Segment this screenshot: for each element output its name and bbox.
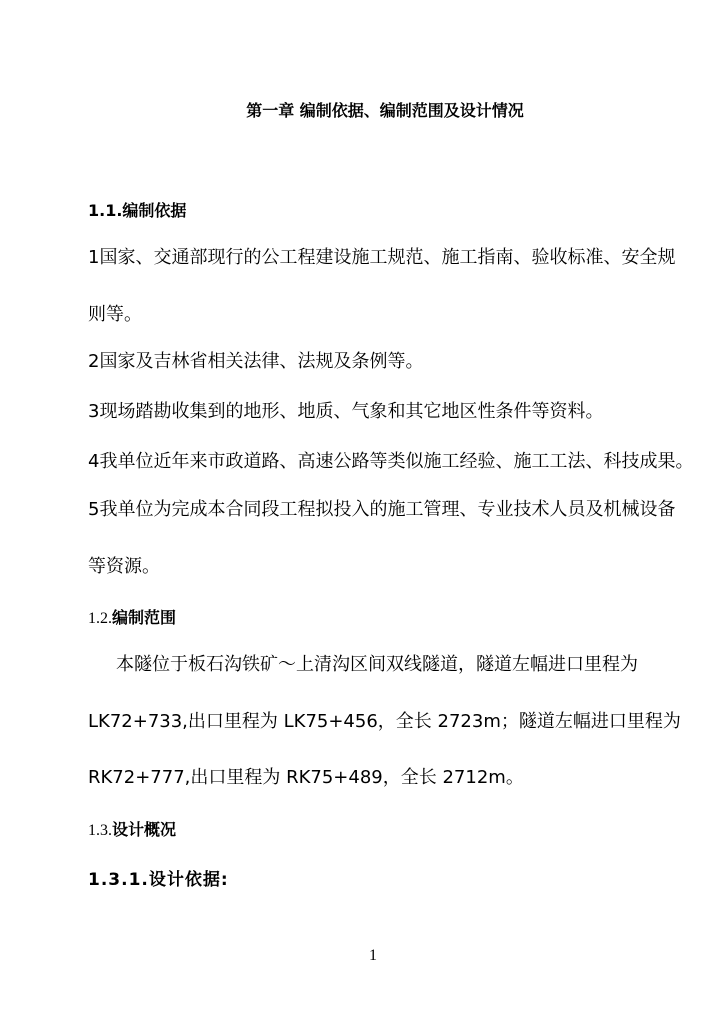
scope-paragraph-line: RK72+777,出口里程为 RK75+489，全长 2712m。 <box>88 767 524 788</box>
scope-paragraph-line: LK72+733,出口里程为 LK75+456，全长 2723m；隧道左幅进口里程为 <box>88 711 681 732</box>
scope-paragraph-line: 本隧位于板石沟铁矿～上清沟区间双线隧道，隧道左幅进口里程为 <box>116 654 638 675</box>
section-heading-1-3-1: 1.3.1.设计依据: <box>88 870 229 890</box>
section-number: 1.3. <box>88 822 112 839</box>
section-heading-1-3 <box>88 819 176 842</box>
section-heading-1-2 <box>88 607 176 630</box>
basis-item: 3现场踏勘收集到的地形、地质、气象和其它地区性条件等资料。 <box>88 401 604 422</box>
section-label: 编制范围 <box>112 608 177 627</box>
basis-item-cont: 则等。 <box>88 304 142 325</box>
section-label: 设计概况 <box>112 820 177 839</box>
basis-item-cont: 等资源。 <box>88 556 160 577</box>
page-number: 1 <box>369 947 377 964</box>
basis-item: 5我单位为完成本合同段工程拟投入的施工管理、专业技术人员及机械设备 <box>88 499 676 520</box>
chapter-title: 第一章 编制依据、编制范围及设计情况 <box>246 101 524 120</box>
basis-item: 4我单位近年来市政道路、高速公路等类似施工经验、施工工法、科技成果。 <box>88 451 694 472</box>
basis-item: 1国家、交通部现行的公工程建设施工规范、施工指南、验收标准、安全规 <box>88 247 676 268</box>
basis-item: 2国家及吉林省相关法律、法规及条例等。 <box>88 351 424 372</box>
section-number: 1.2. <box>88 610 112 627</box>
section-heading-1-1: 1.1.编制依据 <box>88 201 187 220</box>
